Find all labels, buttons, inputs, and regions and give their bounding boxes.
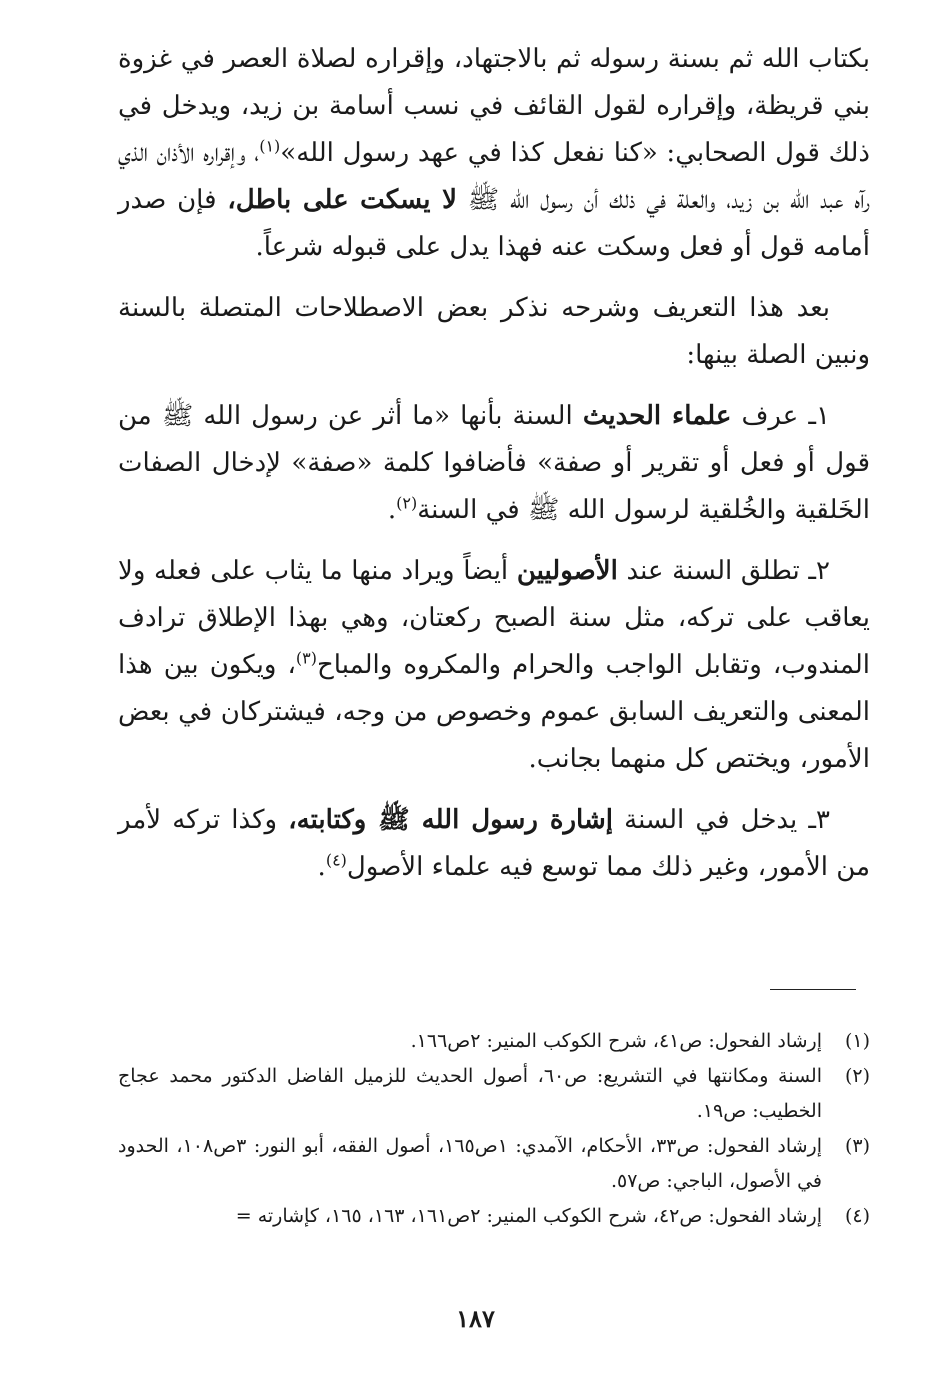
paragraph-5 — [118, 797, 870, 891]
paragraph-5-bold: إشارة رسول الله ﷺ وكتابته، — [288, 805, 613, 835]
paragraph-3-text-a: ١ـ عرف — [741, 401, 830, 431]
footnote-4 — [118, 1199, 870, 1234]
footnote-ref-3: (٣) — [295, 648, 318, 668]
paragraph-1 — [118, 36, 870, 271]
paragraph-5-text-b: وكذا تركه لأمر من الأمور، وغير ذلك مما توسع فيه علماء الأصول — [118, 805, 870, 882]
paragraph-4-bold: الأصوليين — [516, 556, 618, 586]
footnote-number: (٣) — [844, 1135, 870, 1157]
footnote-3 — [118, 1129, 870, 1199]
paragraph-1-text-c: فإن صدر أمامه قول أو فعل وسكت عنه فهذا يدل على قبوله شرعاً. — [118, 185, 870, 262]
footnote-number: (٤) — [844, 1205, 870, 1227]
footnote-separator — [770, 989, 856, 990]
footnote-ref-1: (١) — [259, 136, 281, 156]
footnote-text: إرشاد الفحول: ص٤١، شرح الكوكب المنير: ٢ص١٦٦. — [410, 1030, 822, 1052]
footnote-ref-4: (٤) — [325, 850, 347, 870]
footnote-text: إرشاد الفحول: ص٣٣، الأحكام، الآمدي: ١ص١٦٥، أصول الفقه، أبو النور: ٣ص١٠٨، الحدود في الأصول، الباجي: ص٥٧. — [118, 1135, 823, 1192]
paragraph-4-text-a: ٢ـ تطلق السنة عند — [626, 556, 830, 586]
footnote-text: إرشاد الفحول: ص٤٢، شرح الكوكب المنير: ٢ص١٦١، ١٦٣، ١٦٥، كإشارته = — [235, 1205, 822, 1227]
footnotes — [118, 1024, 870, 1234]
footnote-text: السنة ومكانتها في التشريع: ص٦٠، أصول الحديث للزميل الفاضل الدكتور محمد عجاج الخطيب: ص١٩. — [118, 1065, 822, 1122]
paragraph-1-bold: لا يسكت على باطل، — [227, 185, 457, 215]
paragraph-3-text-c: . — [387, 495, 397, 525]
paragraph-3-bold: علماء الحديث — [582, 401, 732, 431]
paragraph-4-text-b: أيضاً ويراد منها ما يثاب على فعله ولا يعاقب على تركه، مثل سنة الصبح ركعتان، وهي بهذا الإطلاق ترادف المندوب، وتقابل الواجب والحرام والمكروه والمباح — [118, 556, 870, 680]
paragraph-1-text-a: بكتاب الله ثم بسنة رسوله ثم بالاجتهاد، وإقراره لصلاة العصر في غزوة بني قريظة، وإقراره لقول القائف في نسب أسامة بن زيد، ويدخل في ذلك قول الصحابي: «كنا نفعل كذا في عهد رسول الله» — [118, 44, 871, 168]
page-number: ١٨٧ — [456, 1304, 495, 1333]
paragraph-4-text-c: ، ويكون بين هذا المعنى والتعريف السابق عموم وخصوص من وجه، فيشتركان في بعض الأمور، ويختص كل منهما بجانب. — [118, 650, 870, 774]
paragraph-5-text-a: ٣ـ يدخل في السنة — [624, 805, 831, 835]
page-body — [118, 36, 870, 905]
paragraph-3-text-b: السنة بأنها «ما أثر عن رسول الله ﷺ من قول أو فعل أو تقرير أو صفة» فأضافوا كلمة «صفة» لإدخال الصفات الخَلقية والخُلقية لرسول الله ﷺ في السنة — [118, 401, 870, 525]
footnote-ref-2: (٢) — [396, 493, 418, 513]
paragraph-2: بعد هذا التعريف وشرحه نذكر بعض الاصطلاحات المتصلة بالسنة ونبين الصلة بينها: — [118, 293, 870, 370]
footnote-number: (١) — [844, 1030, 870, 1052]
paragraph-4 — [118, 548, 870, 783]
paragraph-5-text-c: . — [317, 852, 326, 882]
paragraph-1-text-b: ، وإقراره الأذان الذي رآه عبد الله بن زيد، والعلة في ذلك أن رسول الله ﷺ — [118, 138, 871, 215]
footnote-1 — [118, 1024, 870, 1059]
footnote-number: (٢) — [844, 1065, 870, 1087]
paragraph-3 — [118, 393, 870, 534]
footnote-2 — [118, 1059, 870, 1129]
